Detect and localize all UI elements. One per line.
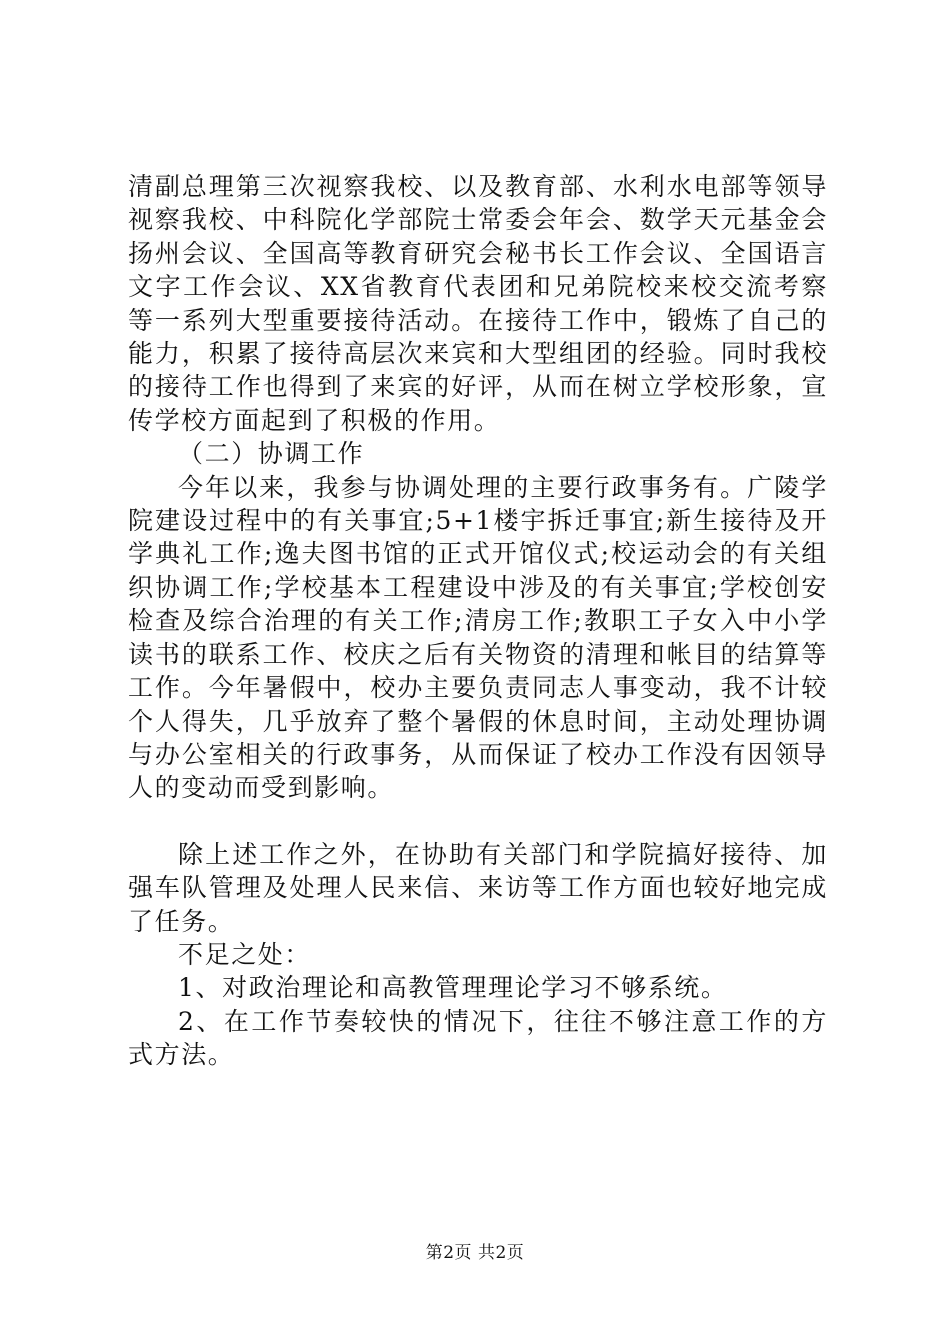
document-body [128,170,828,1072]
paragraph-other-work: 除上述工作之外，在协助有关部门和学院搞好接待、加强车队管理及处理人民来信、来访等工作方面也较好地完成了任务。 [128,839,828,936]
section-heading-coordination: （二）协调工作 [178,439,365,469]
shortcoming-item-1: 1、对政治理论和高教管理理论学习不够系统。 [178,973,728,1003]
paragraph-coordination-work: 今年以来，我参与协调处理的主要行政事务有。广陵学院建设过程中的有关事宜;5+1楼宇拆迁事宜;新生接待及开学典礼工作;逸夫图书馆的正式开馆仪式;校运动会的有关组织协调工作;学校基本工程建设中涉及的有关事宜;学校创安检查及综合治理的有关工作;清房工作;教职工子女入中小学读书的联系工作、校庆之后有关物资的清理和帐目的结算等工作。今年暑假中，校办主要负责同志人事变动，我不计较个人得失，几乎放弃了整个暑假的休息时间，主动处理协调与办公室相关的行政事务，从而保证了校办工作没有因领导人的变动而受到影响。 [128,472,828,803]
shortcoming-item-2: 2、在工作节奏较快的情况下，往往不够注意工作的方式方法。 [128,1006,828,1070]
paragraph-reception-continued: 清副总理第三次视察我校、以及教育部、水利水电部等领导视察我校、中科院化学部院士常委会年会、数学天元基金会扬州会议、全国高等教育研究会秘书长工作会议、全国语言文字工作会议、XX省教育代表团和兄弟院校来校交流考察等一系列大型重要接待活动。在接待工作中，锻炼了自己的能力，积累了接待高层次来宾和大型组团的经验。同时我校的接待工作也得到了来宾的好评，从而在树立学校形象，宣传学校方面起到了积极的作用。 [128,172,828,435]
page-number-footer: 第2页 共2页 [425,1243,525,1263]
shortcomings-heading: 不足之处： [178,939,312,969]
